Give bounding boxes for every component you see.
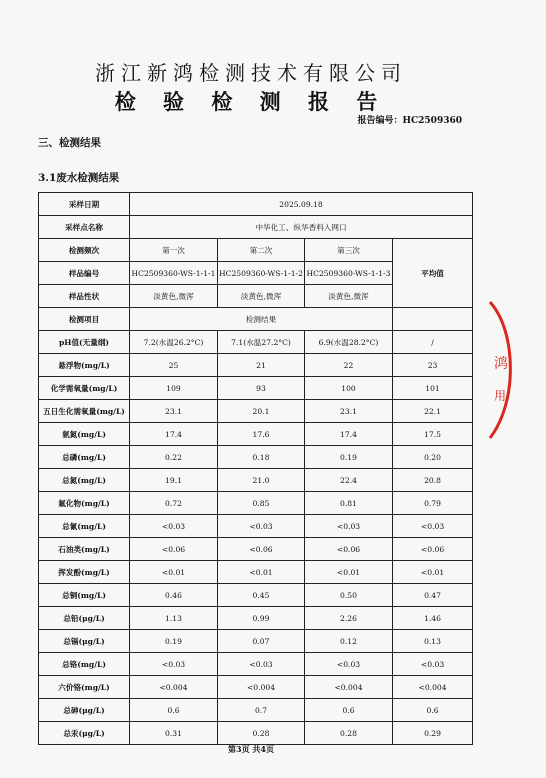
result-value: 0.46 bbox=[130, 584, 218, 607]
report-number bbox=[357, 113, 462, 126]
table-row bbox=[39, 676, 473, 699]
result-value: 0.19 bbox=[130, 630, 218, 653]
sample-prop-1: 淡黄色,微浑 bbox=[130, 285, 218, 308]
table-row bbox=[39, 469, 473, 492]
result-value: 0.50 bbox=[305, 584, 393, 607]
site-value: 中华化工、纵华香料入网口 bbox=[130, 216, 473, 239]
result-value: 19.1 bbox=[130, 469, 218, 492]
result-value: 0.72 bbox=[130, 492, 218, 515]
report-number-label: 报告编号： bbox=[357, 116, 403, 126]
parameter-name: 悬浮物(mg/L) bbox=[39, 354, 130, 377]
parameter-name: 石油类(mg/L) bbox=[39, 538, 130, 561]
parameter-name: 六价铬(mg/L) bbox=[39, 676, 130, 699]
result-value: 7.1(水温27.2°C) bbox=[218, 331, 305, 354]
average-header: 平均值 bbox=[393, 239, 473, 308]
table-row bbox=[39, 308, 473, 331]
result-value: 25 bbox=[130, 354, 218, 377]
table-row bbox=[39, 561, 473, 584]
average-value: 0.47 bbox=[393, 584, 473, 607]
average-value: 101 bbox=[393, 377, 473, 400]
parameter-name: pH值(无量纲) bbox=[39, 331, 130, 354]
section-heading-results: 三、检测结果 bbox=[38, 137, 101, 149]
table-row bbox=[39, 492, 473, 515]
table-row bbox=[39, 653, 473, 676]
average-value: 0.29 bbox=[393, 722, 473, 745]
average-value: 22.1 bbox=[393, 400, 473, 423]
result-value: 21 bbox=[218, 354, 305, 377]
item-label: 检测项目 bbox=[39, 308, 130, 331]
company-name: 浙江新鸿检测技术有限公司 bbox=[95, 61, 407, 85]
result-value: 1.13 bbox=[130, 607, 218, 630]
table-row bbox=[39, 331, 473, 354]
result-value: 0.6 bbox=[130, 699, 218, 722]
result-value: 0.28 bbox=[218, 722, 305, 745]
result-value: 0.22 bbox=[130, 446, 218, 469]
average-value: / bbox=[393, 331, 473, 354]
parameter-name: 挥发酚(mg/L) bbox=[39, 561, 130, 584]
result-value: <0.03 bbox=[130, 653, 218, 676]
svg-text:鸿: 鸿 bbox=[494, 356, 508, 372]
result-value: <0.004 bbox=[130, 676, 218, 699]
result-value: 6.9(水温28.2°C) bbox=[305, 331, 393, 354]
result-value: <0.06 bbox=[305, 538, 393, 561]
freq-2: 第二次 bbox=[218, 239, 305, 262]
average-value: 17.5 bbox=[393, 423, 473, 446]
parameter-name: 化学需氧量(mg/L) bbox=[39, 377, 130, 400]
result-label: 检测结果 bbox=[130, 308, 393, 331]
result-value: 0.81 bbox=[305, 492, 393, 515]
average-value: 20.8 bbox=[393, 469, 473, 492]
svg-text:用: 用 bbox=[494, 389, 507, 403]
result-value: 21.0 bbox=[218, 469, 305, 492]
report-title: 检 验 检 测 报 告 bbox=[114, 89, 388, 114]
parameter-name: 总铬(mg/L) bbox=[39, 653, 130, 676]
average-value: 0.6 bbox=[393, 699, 473, 722]
parameter-name: 氟化物(mg/L) bbox=[39, 492, 130, 515]
result-value: 0.28 bbox=[305, 722, 393, 745]
result-value: <0.03 bbox=[305, 653, 393, 676]
results-table bbox=[38, 192, 473, 745]
table-row bbox=[39, 354, 473, 377]
result-value: <0.03 bbox=[218, 515, 305, 538]
result-value: 0.7 bbox=[218, 699, 305, 722]
freq-3: 第三次 bbox=[305, 239, 393, 262]
result-value: 23.1 bbox=[130, 400, 218, 423]
red-seal-stamp bbox=[486, 300, 546, 440]
result-value: 22 bbox=[305, 354, 393, 377]
table-row bbox=[39, 193, 473, 216]
result-value: <0.01 bbox=[305, 561, 393, 584]
parameter-name: 氨氮(mg/L) bbox=[39, 423, 130, 446]
parameter-name: 五日生化需氧量(mg/L) bbox=[39, 400, 130, 423]
average-value: <0.01 bbox=[393, 561, 473, 584]
sample-prop-label: 样品性状 bbox=[39, 285, 130, 308]
table-row bbox=[39, 446, 473, 469]
result-value: 0.07 bbox=[218, 630, 305, 653]
result-value: 2.26 bbox=[305, 607, 393, 630]
parameter-name: 总砷(μg/L) bbox=[39, 699, 130, 722]
result-value: <0.06 bbox=[218, 538, 305, 561]
table-row bbox=[39, 722, 473, 745]
result-value: 100 bbox=[305, 377, 393, 400]
freq-1: 第一次 bbox=[130, 239, 218, 262]
result-value: 0.12 bbox=[305, 630, 393, 653]
average-value: <0.03 bbox=[393, 653, 473, 676]
sample-prop-2: 淡黄色,微浑 bbox=[218, 285, 305, 308]
parameter-name: 总汞(μg/L) bbox=[39, 722, 130, 745]
result-value: <0.06 bbox=[130, 538, 218, 561]
parameter-name: 总磷(mg/L) bbox=[39, 446, 130, 469]
result-value: 93 bbox=[218, 377, 305, 400]
average-value: <0.03 bbox=[393, 515, 473, 538]
table-row bbox=[39, 239, 473, 262]
result-value: 0.45 bbox=[218, 584, 305, 607]
table-row bbox=[39, 538, 473, 561]
average-value: <0.004 bbox=[393, 676, 473, 699]
sample-id-1: HC2509360-WS-1-1-1 bbox=[130, 262, 218, 285]
average-value: <0.06 bbox=[393, 538, 473, 561]
result-value: 7.2(水温26.2°C) bbox=[130, 331, 218, 354]
sample-date-value: 2025.09.18 bbox=[130, 193, 473, 216]
table-row bbox=[39, 377, 473, 400]
result-value: <0.004 bbox=[218, 676, 305, 699]
parameter-name: 总镉(μg/L) bbox=[39, 630, 130, 653]
section-heading-wastewater: 3.1废水检测结果 bbox=[38, 172, 120, 184]
result-value: 20.1 bbox=[218, 400, 305, 423]
table-row bbox=[39, 515, 473, 538]
result-value: <0.004 bbox=[305, 676, 393, 699]
report-number-value: HC2509360 bbox=[402, 116, 462, 126]
parameter-name: 总氰(mg/L) bbox=[39, 515, 130, 538]
result-value: 0.85 bbox=[218, 492, 305, 515]
result-value: 17.6 bbox=[218, 423, 305, 446]
table-row bbox=[39, 584, 473, 607]
sample-id-3: HC2509360-WS-1-1-3 bbox=[305, 262, 393, 285]
parameter-name: 总铜(mg/L) bbox=[39, 584, 130, 607]
result-value: 0.18 bbox=[218, 446, 305, 469]
site-label: 采样点名称 bbox=[39, 216, 130, 239]
table-row bbox=[39, 630, 473, 653]
table-row bbox=[39, 699, 473, 722]
result-value: 23.1 bbox=[305, 400, 393, 423]
parameter-name: 总铅(μg/L) bbox=[39, 607, 130, 630]
parameter-name: 总氮(mg/L) bbox=[39, 469, 130, 492]
table-row bbox=[39, 423, 473, 446]
result-value: 0.6 bbox=[305, 699, 393, 722]
result-value: <0.01 bbox=[218, 561, 305, 584]
page-footer: 第3页 共4页 bbox=[228, 744, 274, 754]
average-value: 23 bbox=[393, 354, 473, 377]
result-value: 0.99 bbox=[218, 607, 305, 630]
table-row bbox=[39, 216, 473, 239]
result-value: <0.03 bbox=[130, 515, 218, 538]
empty-cell bbox=[393, 308, 473, 331]
sample-prop-3: 淡黄色,微浑 bbox=[305, 285, 393, 308]
sample-date-label: 采样日期 bbox=[39, 193, 130, 216]
sample-id-label: 样品编号 bbox=[39, 262, 130, 285]
table-row bbox=[39, 607, 473, 630]
result-value: 22.4 bbox=[305, 469, 393, 492]
result-value: 17.4 bbox=[305, 423, 393, 446]
result-value: <0.03 bbox=[218, 653, 305, 676]
sample-id-2: HC2509360-WS-1-1-2 bbox=[218, 262, 305, 285]
average-value: 0.20 bbox=[393, 446, 473, 469]
average-value: 0.79 bbox=[393, 492, 473, 515]
result-value: 109 bbox=[130, 377, 218, 400]
average-value: 0.13 bbox=[393, 630, 473, 653]
result-value: <0.01 bbox=[130, 561, 218, 584]
result-value: <0.03 bbox=[305, 515, 393, 538]
table-row bbox=[39, 400, 473, 423]
result-value: 17.4 bbox=[130, 423, 218, 446]
freq-label: 检测频次 bbox=[39, 239, 130, 262]
result-value: 0.31 bbox=[130, 722, 218, 745]
average-value: 1.46 bbox=[393, 607, 473, 630]
result-value: 0.19 bbox=[305, 446, 393, 469]
